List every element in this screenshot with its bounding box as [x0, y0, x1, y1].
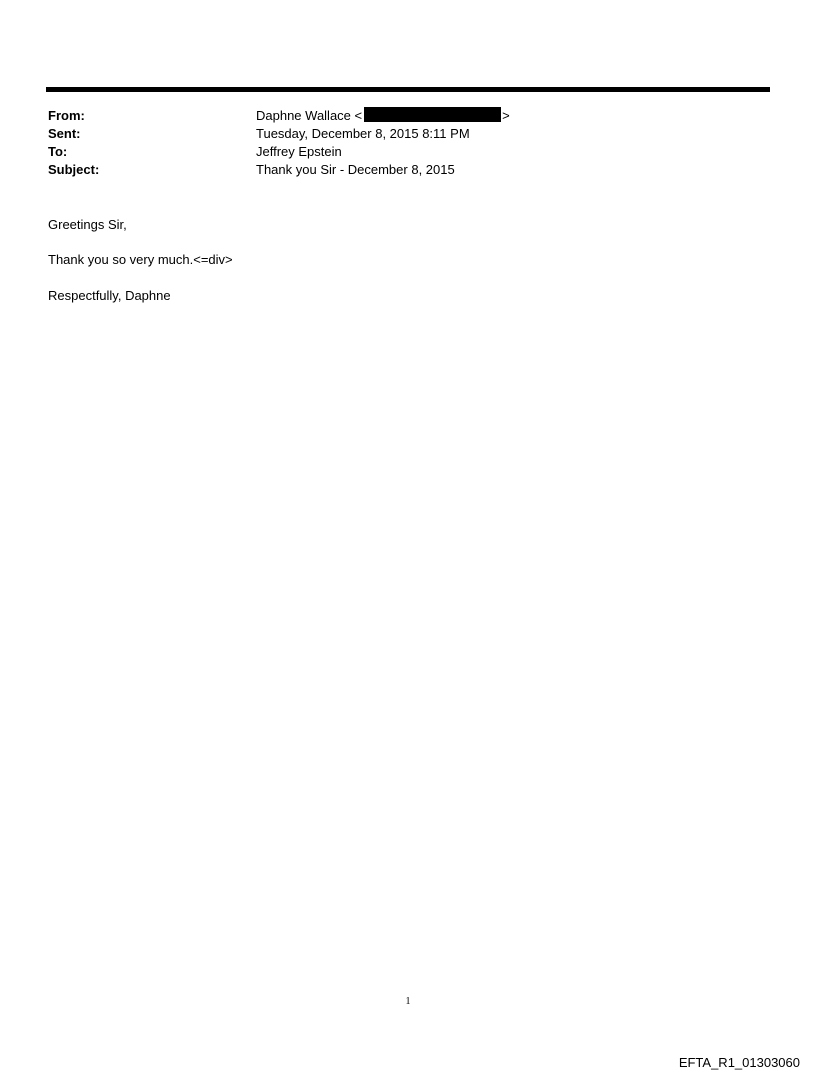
from-close: > — [502, 108, 510, 123]
sent-label: Sent: — [48, 126, 81, 141]
greeting-line: Greetings Sir, — [48, 217, 127, 232]
to-label: To: — [48, 144, 68, 159]
from-row — [48, 107, 748, 125]
subject-label: Subject: — [48, 162, 100, 177]
from-name: Daphne Wallace < — [256, 108, 363, 123]
subject-value: Thank you Sir - December 8, 2015 — [256, 162, 455, 177]
subject-row — [48, 161, 748, 179]
from-value — [256, 107, 510, 125]
to-row — [48, 143, 748, 161]
page-number: 1 — [405, 996, 411, 1007]
redacted-email-block — [364, 107, 501, 122]
bates-number: EFTA_R1_01303060 — [678, 1055, 800, 1070]
to-value: Jeffrey Epstein — [256, 144, 342, 159]
sent-value: Tuesday, December 8, 2015 8:11 PM — [256, 126, 470, 141]
header-divider — [46, 87, 770, 92]
message-line: Thank you so very much.<=div> — [48, 252, 233, 267]
from-label: From: — [48, 108, 85, 123]
sent-row — [48, 125, 748, 143]
signoff-line: Respectfully, Daphne — [48, 288, 171, 303]
